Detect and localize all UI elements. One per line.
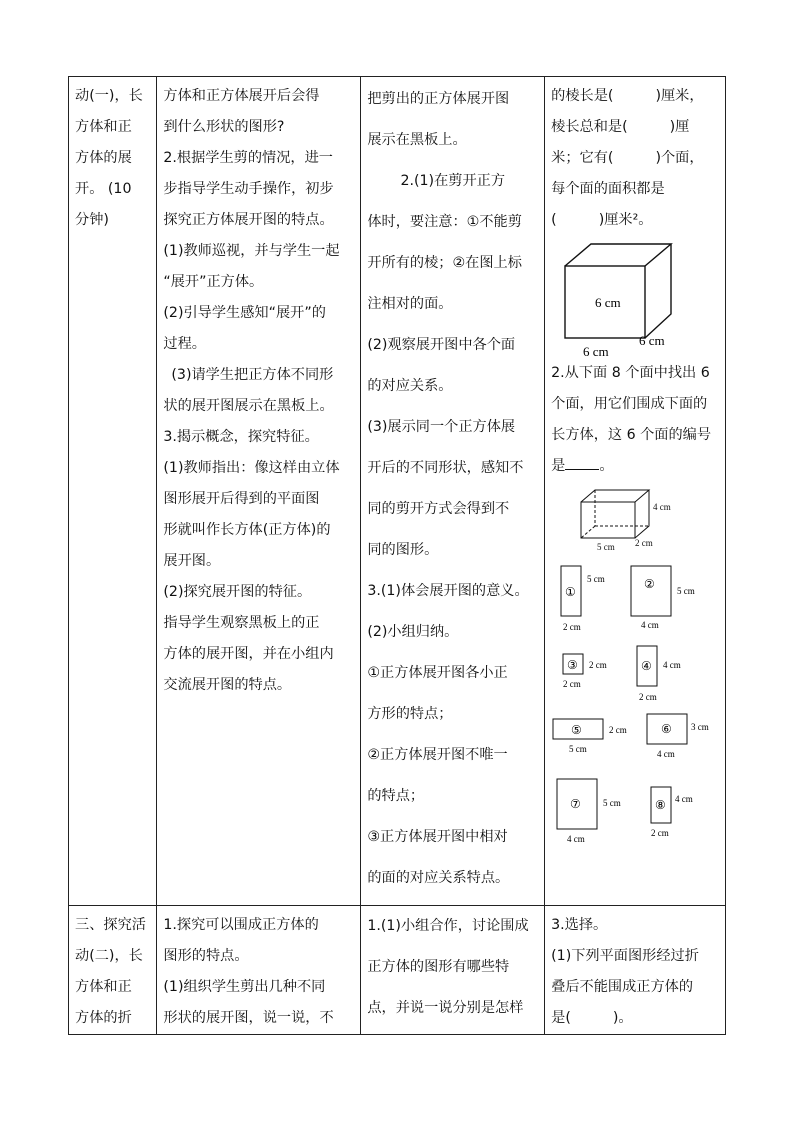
text-line: (1)组织学生剪出几种不同 [163,979,326,995]
text-line: (3)请学生把正方体不同形 [171,367,334,383]
face-5-number: ⑤ [571,723,582,737]
text-line: 注相对的面。 [367,296,453,312]
fill-blank-text: 的棱长是( [551,88,614,104]
text-line: 1.(1)小组合作，讨论围成 [367,918,529,934]
cuboid-width-label: 2 cm [635,538,653,548]
face-5-base-label: 5 cm [569,744,587,754]
face-4 [637,646,681,702]
face-6-side-label: 3 cm [691,722,709,732]
exercise-cell [545,906,726,1035]
fill-blank-text: 米；它有( [551,150,614,166]
text-line: 动(一)，长 [75,88,143,104]
text-line: ②正方体展开图不唯一 [367,747,508,763]
text-line: 叠后不能围成正方体的 [551,979,694,995]
exercise-cell [545,77,726,906]
text-line: 方体的展开图，并在小组内 [163,646,334,662]
face-4-base-label: 2 cm [639,692,657,702]
text-line: 开。 (10 [75,181,132,197]
face-2-number: ② [644,577,655,591]
face-6-base-label: 4 cm [657,749,675,759]
text-line: 同的剪开方式会得到不 [367,501,510,517]
student-activity-cell [361,77,545,906]
cube-front-label: 6 cm [595,295,621,310]
text-line: 交流展开图的特点。 [163,677,292,693]
face-8-side-label: 4 cm [675,794,693,804]
text-line: ③正方体展开图中相对 [367,829,508,845]
text-line: 开所有的棱；②在图上标 [367,255,522,271]
text-line: (2)引导学生感知“展开”的 [163,305,326,321]
face-3-side-label: 2 cm [589,660,607,670]
cuboid-height-label: 4 cm [653,502,671,512]
face-7 [557,779,621,844]
text-line: 的对应关系。 [367,378,453,394]
text-line: 指导学生观察黑板上的正 [163,615,320,631]
face-5 [553,719,627,754]
text-line: 体时，要注意：①不能剪 [367,214,522,230]
text-line: 2.从下面 8 个面中找出 6 [551,365,710,381]
cube-bottom-label: 6 cm [583,344,609,358]
text-line: 点，并说一说分别是怎样 [367,1000,524,1016]
cuboid-drawing [581,490,649,538]
teacher-activity-cell [157,77,361,906]
text-line: 开后的不同形状，感知不 [367,460,524,476]
stage-cell [69,77,157,906]
lesson-plan-page [68,76,726,1034]
fill-blank-text: )。 [612,1010,633,1026]
fill-blank-text: 棱长总和是( [551,119,628,135]
text-line [551,205,719,236]
text-line: 方体的折 [75,1010,132,1026]
face-2 [631,566,695,630]
student-activity-cell [361,906,545,1035]
stage-cell [69,906,157,1035]
text-line: 形就叫作长方体(正方体)的 [163,522,331,538]
text-line [551,451,719,482]
table-row [69,77,726,906]
text-line: 图形的特点。 [163,948,249,964]
text-line: 3.选择。 [551,917,608,933]
fill-blank-text: 是( [551,1010,571,1026]
text-line [551,1003,719,1034]
text-line: (2)探究展开图的特征。 [163,584,312,600]
text-line: 正方体的图形有哪些特 [367,959,510,975]
face-8 [651,787,693,838]
text-line: 每个面的面积都是 [551,181,665,197]
face-2-side-label: 5 cm [677,586,695,596]
face-3-base-label: 2 cm [563,679,581,689]
fill-blank-text: 是 [551,458,566,474]
text-line: 的特点； [367,788,425,804]
cube-side-label: 6 cm [639,333,665,348]
text-line: 三、探究活 [75,917,146,933]
text-line: (3)展示同一个正方体展 [367,419,516,435]
face-6 [647,714,709,759]
text-line: 方体和正 [75,119,132,135]
text-line: 方体和正方体展开后会得 [163,88,320,104]
face-5-side-label: 2 cm [609,725,627,735]
fill-blank-text: 。 [599,458,614,474]
face-1 [561,566,605,632]
text-line: 形状的展开图，说一说，不 [163,1010,334,1026]
text-line: 步指导学生动手操作，初步 [163,181,334,197]
text-line: 图形展开后得到的平面图 [163,491,320,507]
text-line: 个面，用它们围成下面的 [551,396,708,412]
text-line: 2.根据学生剪的情况，进一 [163,150,333,166]
text-line: 1.探究可以围成正方体的 [163,917,319,933]
text-line: (2)小组归纳。 [367,624,459,640]
faces-figure [551,484,711,854]
face-1-base-label: 2 cm [563,622,581,632]
fill-blank-text: )厘 [669,119,690,135]
face-4-number: ④ [641,659,652,673]
cube-figure [551,240,701,358]
text-line: 同的图形。 [367,542,439,558]
text-line: 过程。 [163,336,206,352]
text-line: (2)观察展开图中各个面 [367,337,516,353]
text-line [551,81,719,112]
text-line: 分钟) [75,212,109,228]
face-1-number: ① [565,585,576,599]
text-line: (1)教师指出：像这样由立体 [163,460,340,476]
fill-blank-text: )厘米²。 [598,212,653,228]
face-7-side-label: 5 cm [603,798,621,808]
face-8-base-label: 2 cm [651,828,669,838]
text-line: (1)教师巡视，并与学生一起 [163,243,340,259]
text-line: 把剪出的正方体展开图 [367,91,510,107]
face-7-number: ⑦ [570,797,581,811]
text-line: (1)下列平面图形经过折 [551,948,699,964]
cuboid-length-label: 5 cm [597,542,615,552]
fill-blank-text: )个面， [655,150,704,166]
text-line: 3.揭示概念，探究特征。 [163,429,319,445]
text-line: 动(二)，长 [75,948,143,964]
face-3 [563,654,607,689]
text-line: 的面的对应关系特点。 [367,870,510,886]
text-line: 状的展开图展示在黑板上。 [163,398,334,414]
text-line [551,143,719,174]
face-7-base-label: 4 cm [567,834,585,844]
text-line: 长方体，这 6 个面的编号 [551,427,712,443]
face-6-number: ⑥ [661,722,672,736]
face-8-number: ⑧ [655,798,666,812]
text-line: ①正方体展开图各小正 [367,665,508,681]
text-line: 探究正方体展开图的特点。 [163,212,334,228]
text-line: 到什么形状的图形? [163,119,285,135]
text-line: 方形的特点； [367,706,453,722]
table-row [69,906,726,1035]
teacher-activity-cell [157,906,361,1035]
fill-blank-text: ( [551,212,557,228]
face-2-base-label: 4 cm [641,620,659,630]
text-line: 方体和正 [75,979,132,995]
lesson-plan-table [68,76,726,1035]
fill-blank-text: )厘米， [655,88,704,104]
text-line: 展开图。 [163,553,221,569]
face-1-side-label: 5 cm [587,574,605,584]
text-line [551,112,719,143]
face-4-side-label: 4 cm [663,660,681,670]
text-line: 展示在黑板上。 [367,132,467,148]
face-3-number: ③ [567,658,578,672]
text-line: “展开”正方体。 [163,274,264,290]
text-line: 2.(1)在剪开正方 [400,173,506,189]
text-line: 方体的展 [75,150,132,166]
text-line: 3.(1)体会展开图的意义。 [367,583,529,599]
